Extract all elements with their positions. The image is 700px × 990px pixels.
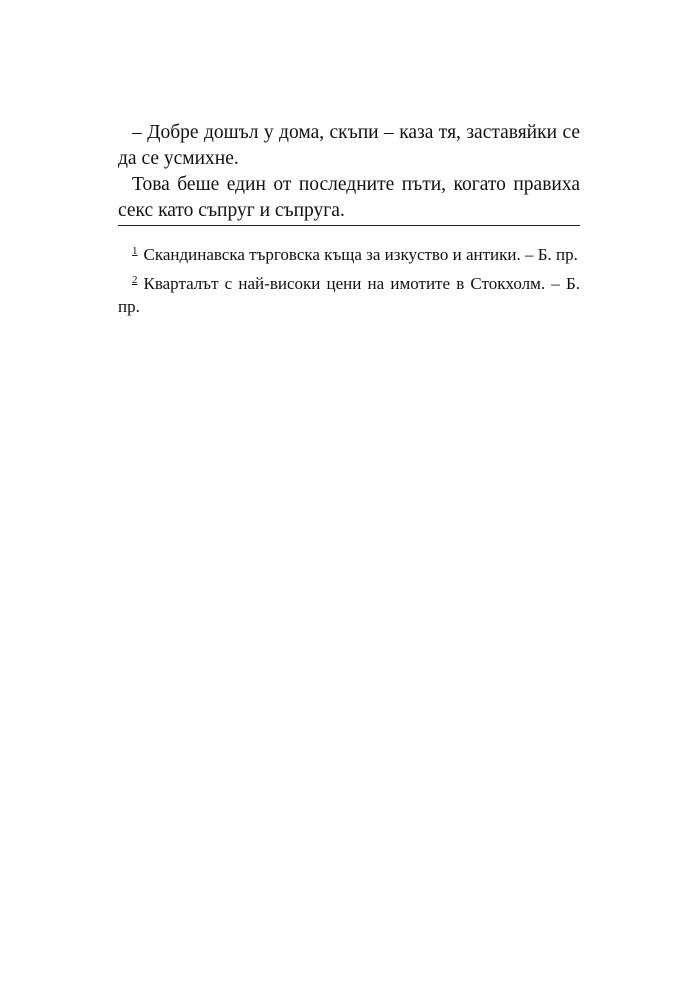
body-paragraph: Това беше един от последните пъти, когато правиха секс като съпруг и съпруга. (118, 174, 580, 221)
footnote-separator (118, 225, 580, 226)
footnote-marker: 2 (132, 274, 138, 286)
footnote-marker: 1 (132, 245, 138, 257)
footnote (118, 269, 580, 318)
footnote-text: Кварталът с най-високи цени на имотите в Стокхолм. – Б. пр. (118, 274, 580, 316)
body-paragraph: – Добре дошъл у дома, скъпи – каза тя, заставяйки се да се усмихне. (118, 122, 580, 169)
footnote (118, 240, 580, 266)
footnotes (118, 240, 580, 321)
footnote-text: Скандинавска търговска къща за изкуство и антики. – Б. пр. (143, 245, 578, 264)
body-text (118, 120, 580, 224)
